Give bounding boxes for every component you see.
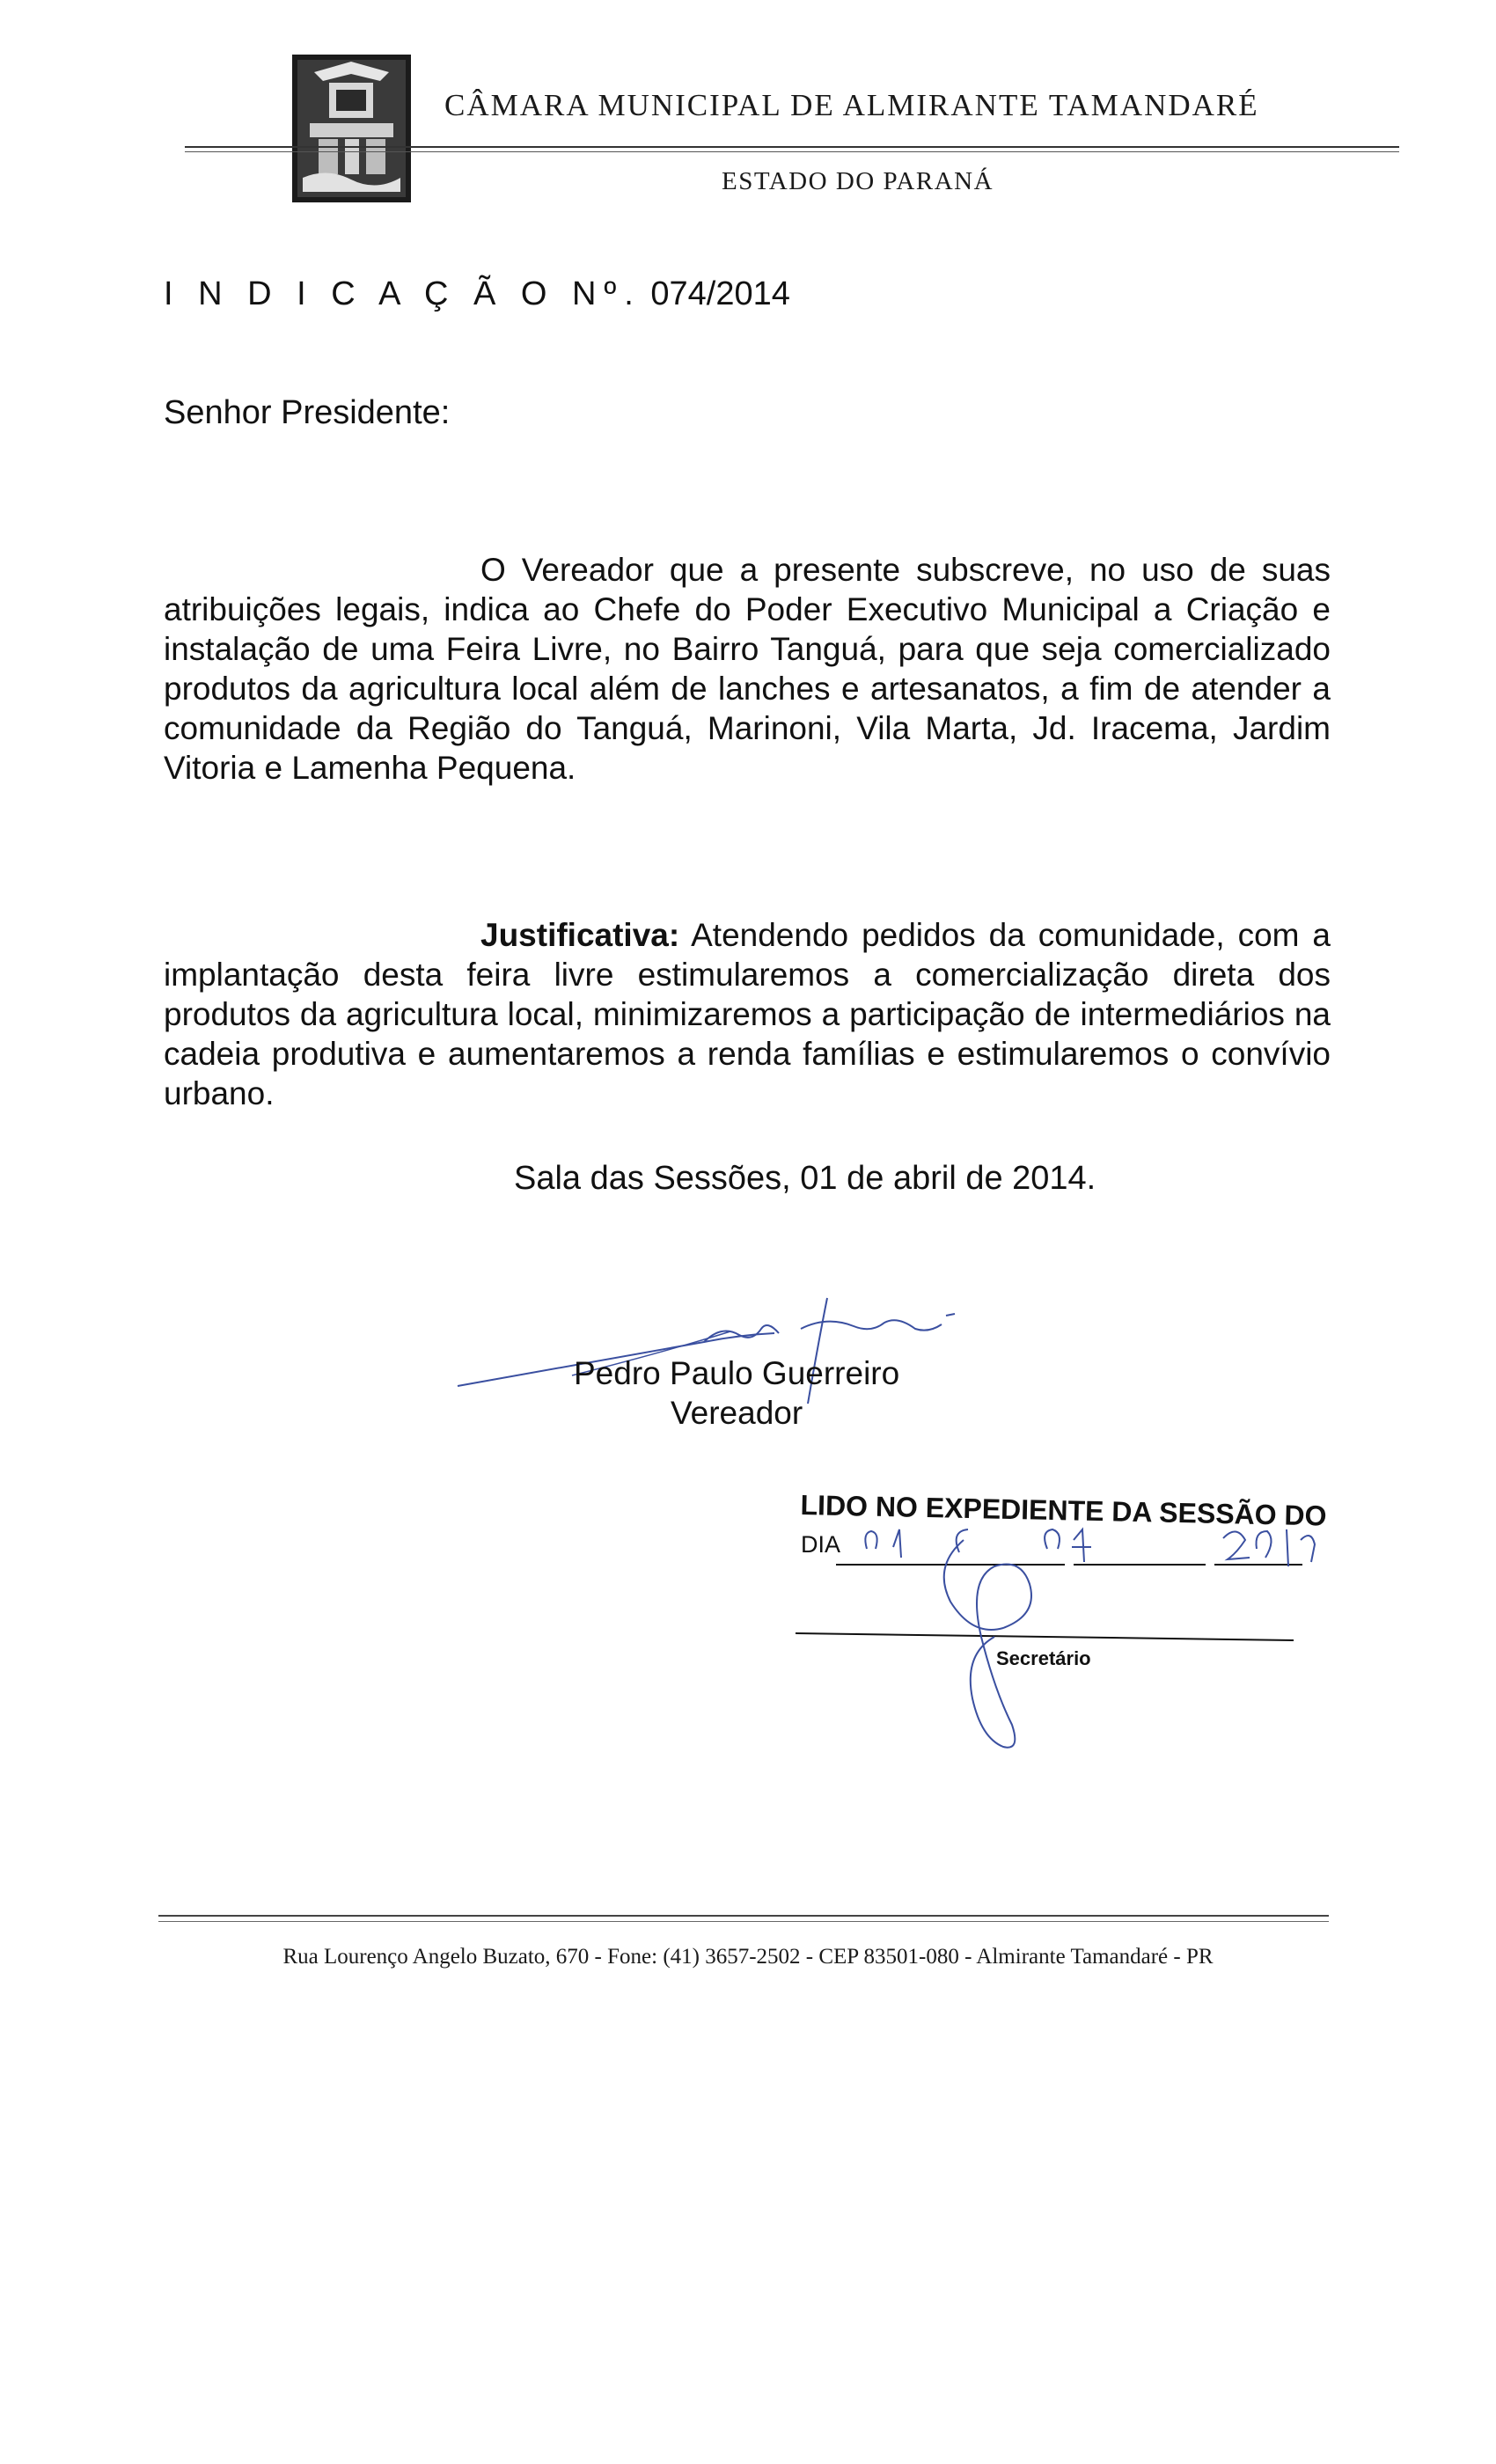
institution-name: CÂMARA MUNICIPAL DE ALMIRANTE TAMANDARÉ <box>444 88 1259 122</box>
document-number <box>164 275 790 313</box>
document-number-label: I N D I C A Ç Ã O Nº. <box>164 275 642 312</box>
handwritten-signature <box>440 1280 1003 1412</box>
document-number-value: 074/2014 <box>650 275 790 312</box>
municipal-crest-logo <box>292 55 411 202</box>
justification-label: Justificativa: <box>480 917 680 953</box>
footer-rule <box>158 1915 1329 1917</box>
state-name: ESTADO DO PARANÁ <box>722 167 994 195</box>
indication-paragraph: O Vereador que a presente subscreve, no uso de suas atribuições legais, indica ao Chefe do Poder Executivo Municipal a Criação e instalação de uma Feira Livre, no Bairro Tanguá, para que seja comercializado produtos da agricultura local além de lanches e artesanatos, a fim de atender a comunidade da Região do Tanguá, Marinoni, Vila Marta, Jd. Iracema, Jardim Vitoria e Lamenha Pequena. <box>164 552 1331 786</box>
signer-role: Vereador <box>671 1395 803 1431</box>
footer-rule-thin <box>158 1921 1329 1922</box>
stamp-title: LIDO NO EXPEDIENTE DA SESSÃO DO <box>800 1489 1327 1532</box>
justification-paragraph <box>164 915 1331 1113</box>
header-rule-thin <box>185 151 1399 152</box>
justification-text: Atendendo pedidos da comunidade, com a implantação desta feira livre estimularemos a comercialização direta dos produtos da agricultura local, minimizaremos a participação de intermediários na cadeia produtiva e aumentaremos a renda famílias e estimularemos o convívio urbano. <box>164 917 1331 1111</box>
signer-name: Pedro Paulo Guerreiro <box>574 1355 900 1391</box>
greeting: Senhor Presidente: <box>164 394 451 431</box>
header-rule <box>185 146 1399 148</box>
stamp-secretary-label: Secretário <box>996 1647 1091 1669</box>
footer-address: Rua Lourenço Angelo Buzato, 670 - Fone: (41) 3657-2502 - CEP 83501-080 - Almirante Tamandaré - PR <box>282 1945 1214 1969</box>
stamp-day-label: DIA <box>801 1531 841 1558</box>
place-and-date: Sala das Sessões, 01 de abril de 2014. <box>514 1160 1096 1197</box>
